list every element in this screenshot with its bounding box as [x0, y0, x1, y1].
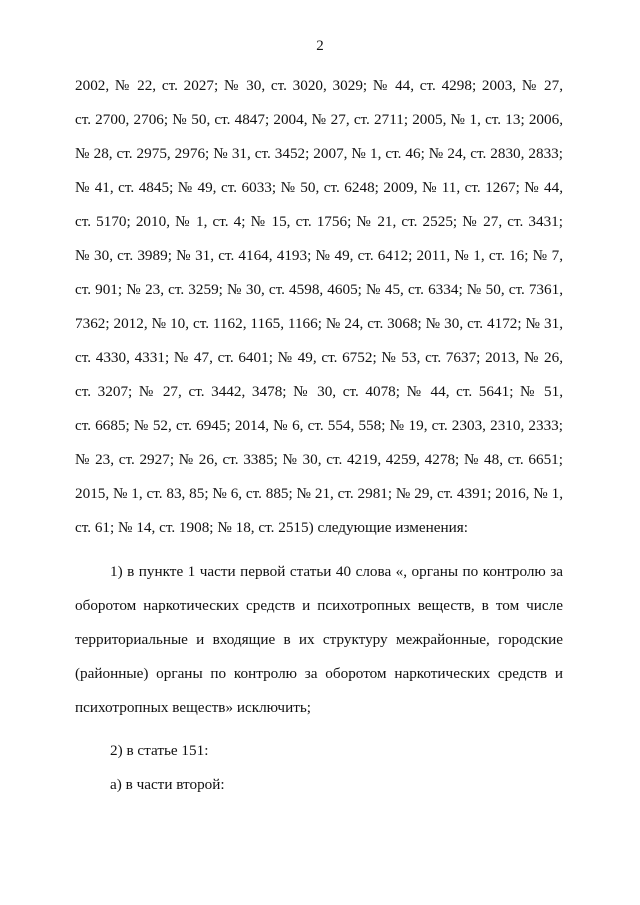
- paragraph-last-line: ст. 61; № 14, ст. 1908; № 18, ст. 2515) следующие изменения:: [75, 519, 468, 536]
- paragraph-first-line: 1) в пункте 1 части первой статьи 40 слова «, органы по контролю за: [110, 563, 563, 580]
- text-line: ст. 5170; 2010, № 1, ст. 4; № 15, ст. 1756; № 21, ст. 2525; № 27, ст. 3431;: [75, 213, 563, 230]
- text-line: № 28, ст. 2975, 2976; № 31, ст. 3452; 2007, № 1, ст. 46; № 24, ст. 2830, 2833;: [75, 145, 563, 162]
- text-line: территориальные и входящие в их структуру межрайонные, городские: [75, 631, 563, 648]
- text-line: ст. 2700, 2706; № 50, ст. 4847; 2004, № 27, ст. 2711; 2005, № 1, ст. 13; 2006,: [75, 111, 563, 128]
- text-line: ст. 4330, 4331; № 47, ст. 6401; № 49, ст. 6752; № 53, ст. 7637; 2013, № 26,: [75, 349, 563, 366]
- page-number: 2: [316, 38, 324, 54]
- list-subitem-heading: а) в части второй:: [110, 776, 225, 793]
- text-line: ст. 3207; № 27, ст. 3442, 3478; № 30, ст. 4078; № 44, ст. 5641; № 51,: [75, 383, 563, 400]
- text-line: № 23, ст. 2927; № 26, ст. 3385; № 30, ст. 4219, 4259, 4278; № 48, ст. 6651;: [75, 451, 563, 468]
- text-line: 2015, № 1, ст. 83, 85; № 6, ст. 885; № 21, ст. 2981; № 29, ст. 4391; 2016, № 1,: [75, 485, 563, 502]
- text-line: № 41, ст. 4845; № 49, ст. 6033; № 50, ст. 6248; 2009, № 11, ст. 1267; № 44,: [75, 179, 563, 196]
- text-line: 2002, № 22, ст. 2027; № 30, ст. 3020, 3029; № 44, ст. 4298; 2003, № 27,: [75, 77, 563, 94]
- text-line: 7362; 2012, № 10, ст. 1162, 1165, 1166; № 24, ст. 3068; № 30, ст. 4172; № 31,: [75, 315, 563, 332]
- text-line: (районные) органы по контролю за оборотом наркотических средств и: [75, 665, 563, 682]
- text-line: № 30, ст. 3989; № 31, ст. 4164, 4193; № 49, ст. 6412; 2011, № 1, ст. 16; № 7,: [75, 247, 563, 264]
- list-item-heading: 2) в статье 151:: [110, 742, 209, 759]
- text-line: оборотом наркотических средств и психотропных веществ, в том числе: [75, 597, 563, 614]
- text-line: ст. 6685; № 52, ст. 6945; 2014, № 6, ст. 554, 558; № 19, ст. 2303, 2310, 2333;: [75, 417, 563, 434]
- text-line: ст. 901; № 23, ст. 3259; № 30, ст. 4598, 4605; № 45, ст. 6334; № 50, ст. 7361,: [75, 281, 563, 298]
- paragraph-last-line: психотропных веществ» исключить;: [75, 699, 311, 716]
